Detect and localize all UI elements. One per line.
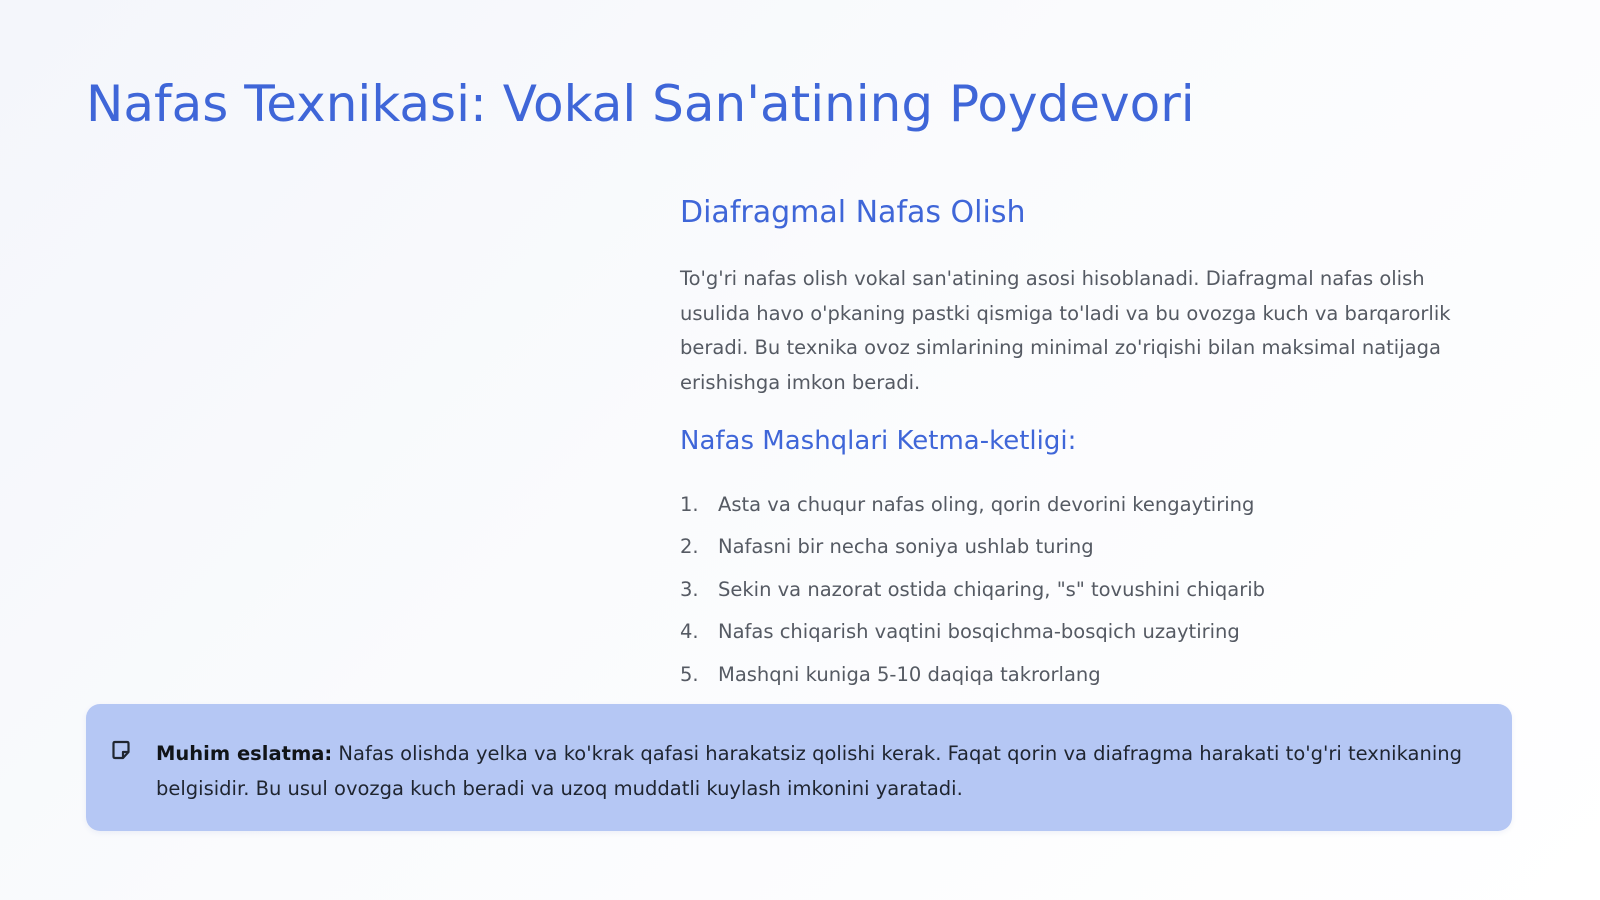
list-item-number: 2. xyxy=(680,535,699,559)
list-item xyxy=(680,653,1480,696)
page-title: Nafas Texnikasi: Vokal San'atining Poydevori xyxy=(86,75,1195,133)
list-item xyxy=(680,526,1480,569)
list-item-number: 3. xyxy=(680,577,699,601)
section-paragraph: To'g'ri nafas olish vokal san'atining asosi hisoblanadi. Diafragmal nafas olish usulida havo o'pkaning pastki qismiga to'ladi va bu ovozga kuch va barqarorlik beradi. Bu texnika ovoz simlarining minimal zo'riqishi bilan maksimal natijaga erishishga imkon beradi. xyxy=(680,267,1451,394)
section-heading: Diafragmal Nafas Olish xyxy=(680,195,1026,230)
list-item-text: Nafas chiqarish vaqtini bosqichma-bosqich uzaytiring xyxy=(718,620,1240,644)
note-label: Muhim eslatma: xyxy=(156,742,333,765)
note-icon xyxy=(112,740,130,760)
list-item-number: 5. xyxy=(680,662,699,686)
important-note-callout xyxy=(86,704,1512,831)
list-item xyxy=(680,483,1480,526)
note-body: Nafas olishda yelka va ko'krak qafasi harakatsiz qolishi kerak. Faqat qorin va diafragma harakati to'g'ri texnikaning belgisidir. Bu usul ovozga kuch beradi va uzoq muddatli kuylash imkonini yaratadi. xyxy=(156,742,1463,800)
exercise-list xyxy=(680,483,1480,696)
list-item-text: Mashqni kuniga 5-10 daqiqa takrorlang xyxy=(718,662,1101,686)
list-item-text: Sekin va nazorat ostida chiqaring, "s" tovushini chiqarib xyxy=(718,577,1266,601)
list-item xyxy=(680,611,1480,654)
exercises-heading: Nafas Mashqlari Ketma-ketligi: xyxy=(680,426,1077,456)
note-text xyxy=(156,736,1492,806)
list-item xyxy=(680,568,1480,611)
list-item-text: Asta va chuqur nafas oling, qorin devorini kengaytiring xyxy=(718,492,1255,516)
content-column xyxy=(680,188,1480,696)
image-placeholder xyxy=(86,180,626,670)
list-item-number: 1. xyxy=(680,492,699,516)
list-item-text: Nafasni bir necha soniya ushlab turing xyxy=(718,535,1094,559)
list-item-number: 4. xyxy=(680,620,699,644)
